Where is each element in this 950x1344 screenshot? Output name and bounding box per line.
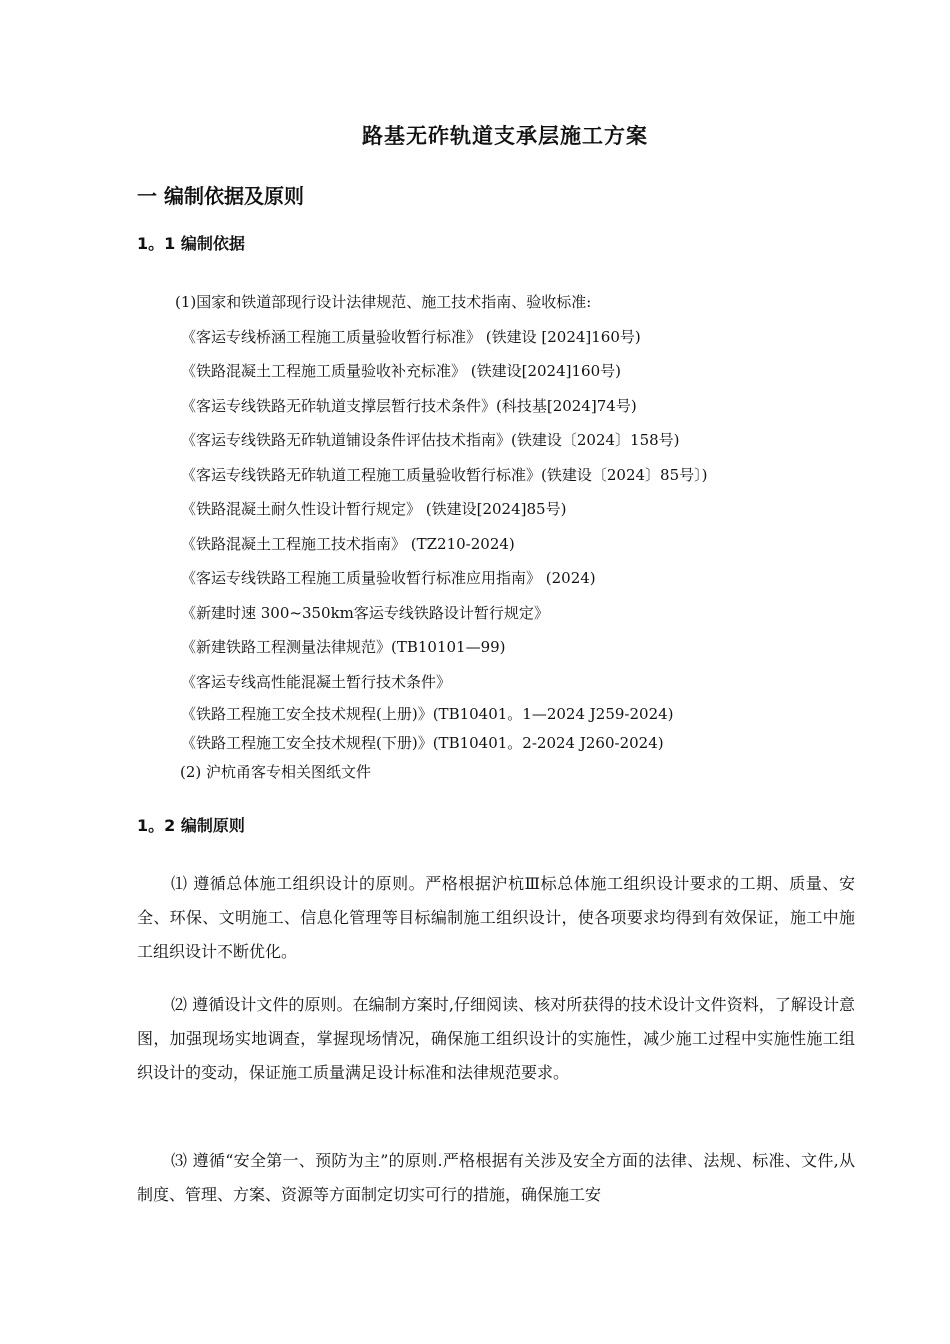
basis-item: 《铁路混凝土工程施工技术指南》 (TZ210-2024) bbox=[181, 535, 515, 553]
principle-paragraph: ⑵ 遵循设计文件的原则。在编制方案时,仔细阅读、核对所获得的技术设计文件资料，了解设计意图，加强现场实地调查，掌握现场情况，确保施工组织设计的实施性，减少施工过程中实施性施工组织设计的变动，保证施工质量满足设计标准和法律规范要求。 bbox=[137, 995, 855, 1082]
basis-item: 《客运专线铁路工程施工质量验收暂行标准应用指南》 (2024) bbox=[181, 569, 596, 587]
subsection-heading-1-1: 1。1 编制依据 bbox=[137, 234, 245, 253]
basis-intro: (1)国家和铁道部现行设计法律规范、施工技术指南、验收标准: bbox=[175, 293, 592, 311]
subsection-heading-1-2: 1。2 编制原则 bbox=[137, 816, 245, 835]
basis-item: 《新建铁路工程测量法律规范》(TB10101—99) bbox=[181, 638, 506, 656]
basis-item: 《客运专线桥涵工程施工质量验收暂行标准》 (铁建设 [2024]160号) bbox=[181, 328, 641, 346]
basis-item: 《铁路混凝土耐久性设计暂行规定》 (铁建设[2024]85号) bbox=[181, 500, 567, 518]
section-heading-1: 一 编制依据及原则 bbox=[137, 184, 304, 208]
basis-closing: (2) 沪杭甬客专相关图纸文件 bbox=[180, 763, 372, 781]
basis-item: 《新建时速 300~350km客运专线铁路设计暂行规定》 bbox=[181, 604, 549, 622]
basis-item: 《铁路工程施工安全技术规程(上册)》(TB10401。1—2024 J259-2024) bbox=[181, 705, 674, 723]
basis-item: 《客运专线铁路无砟轨道支撑层暂行技术条件》(科技基[2024]74号) bbox=[181, 397, 637, 415]
principle-paragraph: ⑶ 遵循“安全第一、预防为主”的原则.严格根据有关涉及安全方面的法律、法规、标准、文件,从制度、管理、方案、资源等方面制定切实可行的措施，确保施工安 bbox=[137, 1151, 855, 1204]
basis-item: 《客运专线铁路无砟轨道工程施工质量验收暂行标准》(铁建设〔2024〕85号〕) bbox=[181, 466, 708, 484]
document-title: 路基无砟轨道支承层施工方案 bbox=[362, 124, 648, 148]
principle-paragraph: ⑴ 遵循总体施工组织设计的原则。严格根据沪杭Ⅲ标总体施工组织设计要求的工期、质量、安全、环保、文明施工、信息化管理等目标编制施工组织设计，使各项要求均得到有效保证，施工中施工组织设计不断优化。 bbox=[137, 874, 855, 961]
basis-item: 《客运专线高性能混凝土暂行技术条件》 bbox=[181, 673, 452, 691]
basis-item: 《客运专线铁路无砟轨道铺设条件评估技术指南》(铁建设〔2024〕158号) bbox=[181, 431, 680, 449]
basis-item: 《铁路混凝土工程施工质量验收补充标准》 (铁建设[2024]160号) bbox=[181, 362, 621, 380]
basis-item: 《铁路工程施工安全技术规程(下册)》(TB10401。2-2024 J260-2024) bbox=[181, 734, 664, 752]
